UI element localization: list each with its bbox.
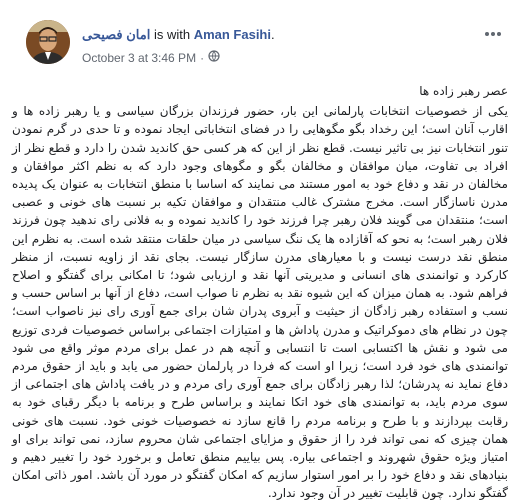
post-meta [82,50,220,65]
post-title: عصر رهبر زاده ها [419,84,508,98]
tagged-user-link[interactable]: Aman Fasihi [193,27,271,42]
end-punct: . [270,27,275,42]
author-name-link[interactable]: امان فصیحی [82,27,151,42]
timestamp-link[interactable]: October 3 at 3:46 PM [82,50,197,65]
ellipsis-icon[interactable] [484,22,502,41]
avatar[interactable] [26,20,70,64]
post-body [12,82,508,503]
post-header [0,0,520,80]
with-text: is with [150,27,194,42]
author-line [82,27,275,43]
post-text: یکی از خصوصیات انتخابات پارلمانی این بار، حضور فرزندان بزرگان سیاسی و یا رهبر زاده ها و اقارب آنان است؛ این رخداد بگو مگوهایی را در فضای انتخاباتی ایجاد نموده و تا حدی در گرم نمودن تنور انتخابات نیز بی تاثیر نیست. قطع نظر از این که هر کسی حق کاندید شدن را دارد و قطع نظر از افراد بی تفاوت، میان موافقان و مخالفان بگو و مگوهای وجود دارد که به نظم اکثر موافقان و مخالفان در نقد و دفاع خود به امور مستند می نمایند که اساسا با منطق انتخابات به عنوان یک پدیده مدرن ناسازگار است. مخرج مشترک غالب منتقدان و موافقان تکیه بر نسبت های خونی و عصبی است؛ منتقدان می گویند فلان رهبر چرا فرزند خود را کاندید نموده و به فلانی رای ندهید چون فرزند فلان رهبر است؛ به نحو که آقازاده ها یک ننگ سیاسی در میان حلقات منتقد شده است. به نظرم این منطق نقد درست نیست و با معیارهای مدرن سازگار نیست. بجای نقد از زاویه نسبت، از منظر کارکرد و توانمندی های انسانی و مدیریتی آنها نقد و ارزیابی شود؛ تا امکانی برای گفتگو و اصلاح فراهم شود. به همان میزان که این شیوه نقد به نظرم نا صواب است، دفاع از آنها بر اساس حسب و نسب و استفاده رهبر زادگان از حیثیت و آبروی پدران شان برای جمع آوری رای نیز ناصواب است؛ چون در نظام های دموکراتیک و مدرن پاداش ها و امتیازات اجتماعی براساس خصوصیات فردی توزیع می شود و نقش ها اکتسابی است تا انتسابی و آنچه هم در عمل برای مردم موثر واقع می شود توانمندی های خود فرد است؛ زیرا او است که فردا در پارلمان حضور می یابد و باید از حقوق مردم دفاع نماید نه پدرشان؛ لذا رهبر زادگان برای جمع آوری رای مردم و در یافت پاداش های اجتماعی از سوی مردم باید، به توانمندی های خود اتکا نمایند و براساس طرح و برنامه با دیگر رقبای خود به رقابت بپردازند و با طرح و برنامه مردم را قانع سازد نه خصوصیات خونی خود. نسبت های خونی همان چیزی که نمی تواند فرد را از حقوق و مزایای اجتماعی شان محروم سازد، نمی تواند برای او امتیاز ویژه حقوق شهروند و اجتماعی بیاره. پس بیاییم منطق تعامل و برخورد خود را تغییر دهیم و بنیادهای نقد و دفاع خود را بر امور استوار سازیم که امکان گفتگو در مورد آن باشد. امور ذاتی امکان گفتگو ندارد. چون قابلیت تغییر در آن وجود ندارد. [12,104,508,501]
meta-separator: · [200,50,205,65]
globe-icon[interactable] [208,50,220,65]
